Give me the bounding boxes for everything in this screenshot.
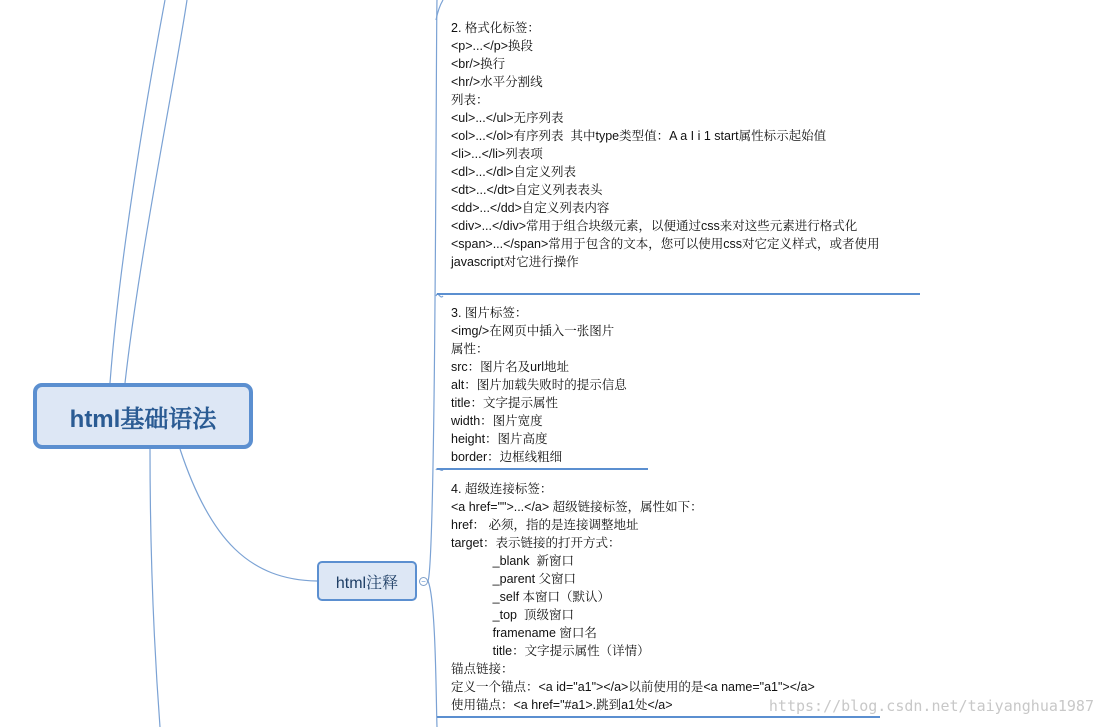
- topic-line: <dl>...</dl>自定义列表: [451, 165, 577, 179]
- topic-line: framename 窗口名: [451, 626, 597, 640]
- topic-line: <ul>...</ul>无序列表: [451, 111, 564, 125]
- topic-line: <a href="">...</a> 超级链接标签，属性如下：: [451, 500, 703, 514]
- minus-icon[interactable]: −: [419, 577, 428, 586]
- topic-line: 锚点链接：: [451, 662, 514, 676]
- topic-line: <hr/>水平分割线: [451, 75, 543, 89]
- topic-line: <span>...</span>常用于包含的文本，您可以使用css对它定义样式，或者使用: [451, 237, 880, 251]
- topic-line: 定义一个锚点：<a id="a1"></a>以前使用的是<a name="a1"></a>: [451, 680, 815, 694]
- topic-line: <br/>换行: [451, 57, 506, 71]
- root-topic-label: html基础语法: [69, 405, 217, 433]
- topic-line: _blank 新窗口: [451, 554, 574, 568]
- topic-line: target：表示链接的打开方式：: [451, 536, 621, 550]
- topic-underline: [437, 293, 920, 295]
- subtopic-label: html注释: [335, 574, 399, 592]
- topic-line: src：图片名及url地址: [451, 360, 570, 374]
- topic-line: 4. 超级连接标签：: [451, 482, 553, 496]
- topic-line: 属性：: [451, 342, 489, 356]
- topic-line: height：图片高度: [451, 432, 548, 446]
- topic-line: javascript对它进行操作: [451, 255, 579, 269]
- subtopic-node-html-comment[interactable]: [317, 561, 417, 601]
- topic-line: <dd>...</dd>自定义列表内容: [451, 201, 610, 215]
- topic-line: _parent 父窗口: [451, 572, 577, 586]
- topic-line: <li>...</li>列表项: [451, 147, 543, 161]
- topic-line: <div>...</div>常用于组合块级元素，以便通过css来对这些元素进行格式化: [451, 219, 858, 233]
- topic-format-tags[interactable]: [451, 19, 880, 271]
- topic-underline: [437, 468, 648, 470]
- topic-line: _top 顶级窗口: [451, 608, 574, 622]
- topic-line: <ol>...</ol>有序列表 其中type类型值：A a I i 1 start属性标示起始值: [451, 129, 827, 143]
- topic-line: title：文字提示属性: [451, 396, 558, 410]
- topic-line: href： 必须，指的是连接调整地址: [451, 518, 639, 532]
- topic-hyperlink-tags[interactable]: [451, 480, 815, 714]
- watermark: https://blog.csdn.net/taiyanghua1987: [768, 697, 1094, 715]
- topic-line: <dt>...</dt>自定义列表表头: [451, 183, 603, 197]
- topic-line: <p>...</p>换段: [451, 39, 533, 53]
- root-topic-node[interactable]: [33, 383, 253, 449]
- topic-line: 使用锚点：<a href="#a1>.跳到a1处</a>: [451, 698, 673, 712]
- topic-line: alt：图片加载失败时的提示信息: [451, 378, 627, 392]
- topic-image-tags[interactable]: [451, 304, 627, 466]
- topic-line: <img/>在网页中插入一张图片: [451, 324, 615, 338]
- topic-line: _self 本窗口（默认）: [451, 590, 611, 604]
- topic-underline: [437, 716, 880, 718]
- topic-line: border：边框线粗细: [451, 450, 563, 464]
- topic-line: 2. 格式化标签：: [451, 21, 540, 35]
- topic-line: width：图片宽度: [451, 414, 543, 428]
- topic-line: title：文字提示属性（详情）: [451, 644, 650, 658]
- topic-line: 列表：: [451, 93, 489, 107]
- topic-line: 3. 图片标签：: [451, 306, 528, 320]
